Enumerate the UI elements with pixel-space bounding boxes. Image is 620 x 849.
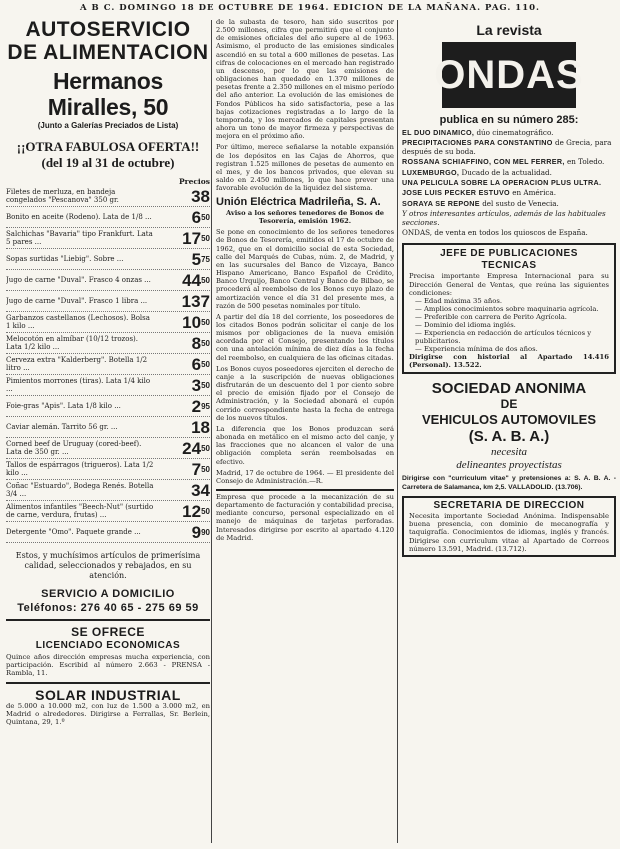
article-paragraph: Por último, merece señalarse la notable expansión de los depósitos en las Cajas de Ahorros, que registran 1.525 millones de pesetas de aumento en el mes, y de los bancos privados, que elevan su saldo en 2.450 millones, lo que hace prever una favorable evolución de la liquidez del sistema.: [216, 143, 394, 193]
bullet-dash: —: [415, 297, 424, 306]
secretaria-ad: [402, 496, 616, 557]
offer-headline: ¡¡OTRA FABULOSA OFERTA!!: [16, 139, 200, 154]
item-price: [182, 502, 210, 521]
item-description: Garbanzos castellanos (Lechosos). Bolsa 1 kilo ...: [6, 314, 150, 330]
item-description: Cerveza extra "Kalderberg". Botella 1/2 litro ...: [6, 356, 148, 372]
item-price: [182, 229, 210, 248]
saba-line: (S. A. B. A.): [468, 428, 550, 446]
price-row: [6, 459, 210, 480]
price-units: 9: [191, 522, 202, 542]
jefe-requirement: [409, 345, 609, 353]
publica-line: publica en su número 285:: [439, 114, 579, 126]
price-row: [6, 270, 210, 291]
item-description: Jugo de carne "Duval". Frasco 1 libra ...: [6, 297, 148, 305]
closing-text: Estos, y muchísimos artículos de primerísima calidad, seleccionados y rebajados, en su atención.: [15, 551, 201, 580]
item-price: [192, 460, 210, 479]
secretaria-text: Necesita importante Sociedad Anónima. Indispensable buena presencia, con dominio de mecanografía y taquigrafía. Conocimientos de idiomas, inglés y francés. Dirigirse con curriculum vitae al Apartado de Correos número 13.591, Madrid. (13.712).: [409, 511, 609, 553]
item-price: [192, 250, 210, 269]
ondas-item-head: JOSE LUIS PECKER ESTUVO: [402, 188, 510, 198]
price-cents: 50: [201, 212, 210, 222]
phones-label: Teléfonos: 276 40 65 - 275 69 59: [17, 602, 199, 614]
item-description: Sopas surtidas "Liebig". Sobre ...: [6, 255, 124, 263]
autoservicio-subtitle: DE ALIMENTACION: [7, 41, 209, 64]
price-row: [6, 438, 210, 459]
jefe-title: JEFE DE PUBLICACIONES: [440, 248, 578, 260]
company-heading: Unión Eléctrica Madrileña, S. A.: [216, 196, 381, 209]
price-cents: 95: [201, 401, 210, 411]
se-ofrece-subtitle: LICENCIADO ECONOMICAS: [35, 640, 181, 651]
requirement-text: Dominio del idioma inglés.: [423, 321, 516, 330]
revista-label: La revista: [476, 22, 542, 38]
price-units: 12: [182, 501, 202, 521]
item-price: [192, 376, 210, 395]
price-units: 17: [182, 228, 202, 248]
price-list: [6, 186, 210, 543]
jefe-requirement: [409, 313, 609, 321]
price-units: 24: [182, 438, 202, 458]
bullet-dash: —: [415, 345, 424, 354]
saba-text: Dirigirse con "curriculum vitae" y pretensiones a: S. A. B. A. - Carretera de Salamanca, km 2,5. VALLADOLID. (13.706).: [402, 475, 616, 491]
price-units: 44: [182, 270, 202, 290]
price-row: [6, 522, 210, 543]
item-description: Detergente "Omo". Paquete grande ...: [6, 528, 141, 536]
saba-ad: [402, 380, 616, 491]
item-price: [191, 481, 210, 500]
item-price: [182, 271, 210, 290]
bullet-dash: —: [415, 305, 424, 314]
notice-paragraph: Se pone en conocimiento de los señores tenedores de Bonos de Tesorería, emitidos el 17 de octubre de 1962, que en el domicilio social de esta Sociedad, calle del Marqués de Cubas, núm. 2, de Madrid, y en las sucursales del Banco de Vizcaya, Banco Hispano Americano, Banco Español de Crédito, Banco Urquijo, Banco Central y Banco de Bilbao, se procederá al reembolso de los Bonos cuyo plazo de amortización vence el día 31 del presente mes, a razón de 500 pesetas nominales por título.: [216, 228, 394, 310]
notice-paragraph: La diferencia que los Bonos produzcan será abonada en metálico en el mismo acto del canje, y las fracciones que no alcancen el valor de una obligación completa serán reembolsadas en efectivo.: [216, 424, 394, 466]
jefe-requirements: [409, 297, 609, 353]
bullet-dash: —: [415, 313, 424, 322]
price-row: [6, 333, 210, 354]
article-paragraph: de la subasta de tesoro, han sido suscritos por 2.500 millones, cifra que permitirá que el conjunto de emisiones oficiales del año supere al de 1963. Asimismo, el producto de las emisiones sindicales ascendió en su total a 600 millones de pesetas. Las cifras de colocaciones en el mercado han registrado un descenso, por lo que las emisiones de obligaciones han quedado en 1.370 millones de pesetas frente a 2.350 millones en el mismo período del año anterior. La evolución de las emisiones de Fondos Públicos ha sido satisfactoria, pese a las bajas cotizaciones registradas a lo largo de la temporada, y los mercados de capitales presentan ahora un tono de mayor firmeza y perspectivas de mejora en el próximo año.: [216, 18, 394, 141]
jefe-requirement: [409, 305, 609, 313]
item-description: Alimentos infantiles "Beech-Nut" (surtido de carne, verdura, frutas) ...: [6, 503, 154, 519]
jefe-ad: [402, 243, 616, 374]
ondas-item: [402, 169, 616, 177]
price-row: [6, 501, 210, 522]
price-cents: 50: [201, 275, 210, 285]
jefe-requirement: [409, 329, 609, 345]
price-row: [6, 396, 210, 417]
price-cents: 90: [201, 527, 210, 537]
ondas-item-head: PRECIPITACIONES PARA CONSTANTINO: [402, 138, 553, 148]
ondas-item-head: EL DUO DINAMICO,: [402, 128, 475, 137]
item-description: Filetes de merluza, en bandeja congelados "Pescanova" 350 gr.: [6, 188, 119, 204]
ondas-item-text: dúo cinematográfico.: [476, 128, 554, 137]
price-units: 10: [182, 312, 202, 332]
jefe-intro: Precisa importante Empresa Internacional para su Dirección General de Ventas, que reúna las siguientes condiciones:: [409, 272, 609, 297]
autoservicio-title: AUTOSERVICIO: [25, 18, 191, 41]
prices-label: Precios: [178, 177, 210, 186]
se-ofrece-title: SE OFRECE: [71, 625, 145, 639]
price-units: 3: [191, 375, 202, 395]
item-price: [191, 187, 210, 206]
item-price: [192, 397, 210, 416]
divider: [6, 682, 210, 684]
jefe-contact: Dirigirse con historial al Apartado 14.416 (Personal). 13.522.: [409, 353, 609, 370]
ondas-item: [402, 179, 616, 187]
item-price: [182, 313, 210, 332]
price-cents: 50: [201, 506, 210, 516]
saba-line: DE: [500, 397, 518, 412]
ondas-note: ONDAS, de venta en todos los quioscos de España.: [402, 228, 588, 238]
jefe-subtitle: TECNICAS: [481, 260, 537, 272]
item-description: Melocotón en almíbar (10/12 trozos). Lata 1/2 kilo ...: [6, 335, 139, 351]
service-label: SERVICIO A DOMICILIO: [41, 588, 175, 600]
ondas-logo: ONDAS: [442, 42, 576, 108]
price-row: [6, 354, 210, 375]
price-row: [6, 312, 210, 333]
offer-dates: (del 19 al 31 de octubre): [41, 155, 175, 170]
price-row: [6, 207, 210, 228]
ondas-item: [402, 139, 616, 156]
brand-name: Hermanos Miralles, 50: [47, 68, 169, 120]
price-row: [6, 375, 210, 396]
item-description: Corned beef de Uruguay (cored-beef). Lata de 350 gr. ...: [6, 440, 142, 456]
ondas-item: [402, 200, 616, 208]
item-price: [191, 418, 210, 437]
price-cents: 50: [201, 443, 210, 453]
ondas-item-head: SORAYA SE REPONE: [402, 198, 480, 208]
item-price: [192, 523, 210, 542]
price-units: 137: [181, 291, 210, 311]
price-units: 7: [191, 459, 202, 479]
ondas-item: [402, 158, 616, 166]
item-description: Jugo de carne "Duval". Frasco 4 onzas ...: [6, 276, 151, 284]
employment-note: Empresa que procede a la mecanización de su departamento de facturación y contabilidad precisa, mediante concurso, personal especializado en el manejo de máquinas de tarjetas perforadas. Interesados dirigirse por escrito al apartado 4.120 de Madrid.: [216, 489, 394, 542]
ondas-item: [402, 189, 616, 197]
ondas-item-head: LUXEMBURGO,: [402, 167, 460, 177]
price-units: 8: [191, 333, 202, 353]
item-description: Foie-gras "Apis". Lata 1/8 kilo ...: [6, 402, 121, 410]
bullet-dash: —: [415, 321, 424, 330]
middle-column: [216, 18, 394, 845]
ondas-item-head: ROSSANA SCHIAFFINO, CON MEL FERRER,: [402, 157, 565, 167]
price-row: [6, 186, 210, 207]
price-units: 2: [191, 396, 202, 416]
price-row: [6, 291, 210, 312]
requirement-text: Amplios conocimientos sobre maquinaria agrícola.: [423, 305, 599, 314]
price-units: 6: [191, 354, 202, 374]
column-rule: [397, 20, 398, 843]
notice-paragraph: A partir del día 18 del corriente, los poseedores de los citados Bonos podrán solicitar el canje de los mismos por obligaciones de la nueva emisión acordada por el Consejo, presentando los títulos con una antelación mínima de diez días a la fecha del reembolso, en cualquiera de las oficinas citadas.: [216, 312, 394, 362]
requirement-text: Preferible con carrera de Perito Agrícola.: [423, 313, 567, 322]
right-column: [402, 18, 616, 845]
saba-line: VEHICULOS AUTOMOVILES: [421, 412, 597, 428]
price-units: 38: [191, 186, 210, 206]
item-description: Pimientos morrones (tiras). Lata 1/4 kilo ...: [6, 377, 151, 393]
saba-line: necesita: [490, 446, 528, 459]
ondas-extra: Y otros interesantes artículos, además de las habituales secciones.: [402, 209, 606, 227]
item-price: [182, 292, 210, 311]
item-description: Salchichas "Bavaria" tipo Frankfurt. Lata 5 pares ...: [6, 230, 153, 246]
item-price: [192, 208, 210, 227]
se-ofrece-text: Quince años dirección empresas mucha experiencia, con participación. Escribid al número 2.663 - PRENSA - Rambla, 11.: [6, 653, 210, 678]
jefe-requirement: [409, 321, 609, 329]
price-cents: 50: [201, 380, 210, 390]
ondas-item-text: del susto de Venecia.: [482, 198, 559, 208]
saba-line: delineantes proyectistas: [456, 459, 562, 472]
price-units: 34: [191, 480, 210, 500]
ondas-item-text: Ducado de la actualidad.: [461, 167, 552, 177]
price-row: [6, 228, 210, 249]
ondas-item-text: en Toledo.: [566, 157, 605, 167]
item-description: Tallos de espárragos (trigueros). Lata 1/2 kilo ...: [6, 461, 154, 477]
item-price: [182, 439, 210, 458]
price-units: 6: [191, 207, 202, 227]
price-row: [6, 249, 210, 270]
left-column: [6, 18, 210, 845]
price-cents: 50: [201, 464, 210, 474]
price-row: [6, 417, 210, 438]
notice-paragraph: Los Bonos cuyos poseedores ejerciten el derecho de canje a la suscripción de nuevas obligaciones disfrutarán de un descuento del 1 por ciento sobre el precio de emisión fijado por el Consejo de Administración, y la Sociedad abonará el cupón corrido correspondiente hasta la fecha de entrega de los nuevos títulos.: [216, 364, 394, 422]
requirement-text: Edad máxima 35 años.: [423, 297, 502, 306]
price-units: 18: [191, 417, 210, 437]
ondas-item-head: UNA PELICULA SOBRE LA OPERACION PLUS ULTRA.: [402, 178, 602, 188]
jefe-requirement: [409, 297, 609, 305]
price-cents: 50: [201, 338, 210, 348]
solar-text: de 5.000 a 10.000 m2, con luz de 1.500 a 3.000 m2, en Madrid o alrededores. Dirigirse a Ferrallas, Sr. Berlein, Quintana, 29, 1.º: [6, 701, 210, 727]
price-row: [6, 480, 210, 501]
requirement-text: Experiencia en redacción de artículos técnicos y publicitarios.: [415, 329, 592, 346]
ondas-item-text: en América.: [512, 188, 557, 198]
secretaria-title: SECRETARIA DE DIRECCION: [433, 499, 585, 511]
solar-title: SOLAR INDUSTRIAL: [35, 686, 181, 703]
requirement-text: Experiencia mínima de dos años.: [423, 345, 538, 354]
item-price: [192, 334, 210, 353]
price-cents: 50: [201, 359, 210, 369]
brand-location: (Junto a Galerías Preciados de Lista): [37, 121, 179, 130]
price-cents: 50: [201, 317, 210, 327]
ondas-item-text: de Grecia, para después de su boda.: [402, 138, 612, 156]
notice-subhead: Aviso a los señores tenedores de Bonos de Tesorería, emisión 1962.: [225, 209, 385, 226]
page-header: A B C. DOMINGO 18 DE OCTUBRE DE 1964. EDICION DE LA MAÑANA. PAG. 110.: [80, 3, 540, 13]
price-cents: 75: [201, 254, 210, 264]
price-cents: 50: [201, 233, 210, 243]
item-price: [192, 355, 210, 374]
bullet-dash: —: [415, 329, 424, 338]
price-units: 5: [191, 249, 202, 269]
item-description: Caviar alemán. Tarrito 56 gr. ...: [6, 423, 118, 431]
ondas-contents: [402, 129, 616, 208]
notice-signature: Madrid, 17 de octubre de 1964. — El presidente del Consejo de Administración.—R.: [216, 468, 394, 485]
ondas-item: [402, 129, 616, 137]
saba-line: SOCIEDAD ANONIMA: [431, 380, 587, 398]
divider: [6, 619, 210, 621]
column-rule: [211, 20, 212, 843]
item-description: Coñac "Estuardo", Bodega Renés. Botella 3/4 ...: [6, 482, 154, 498]
item-description: Bonito en aceite (Rodeno). Lata de 1/8 ...: [6, 213, 152, 221]
